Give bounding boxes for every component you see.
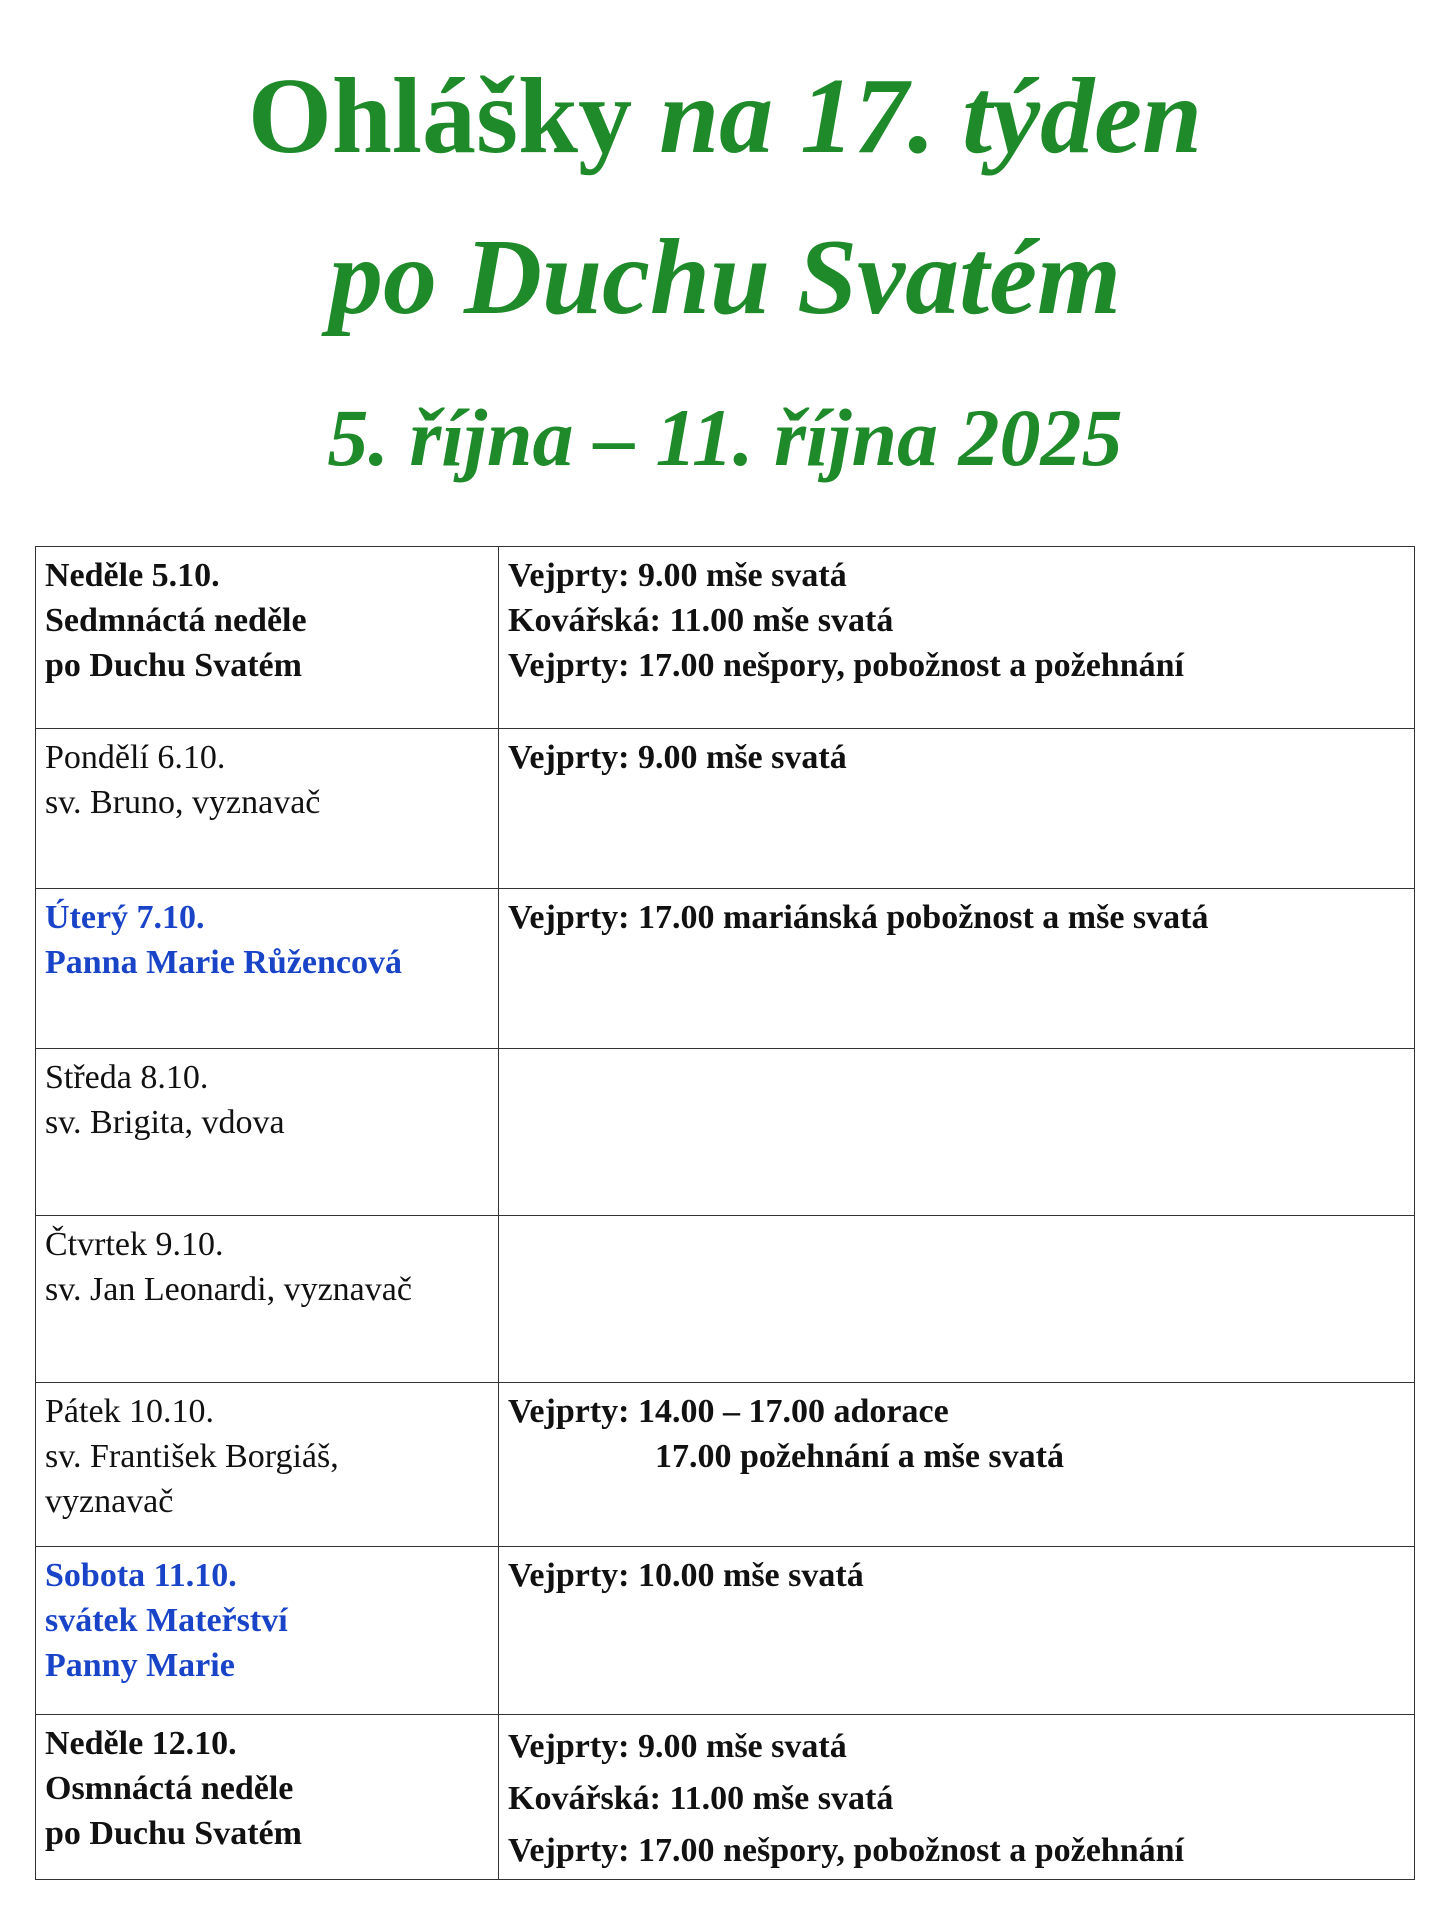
day-cell [36, 1049, 499, 1216]
day-name: svátek Mateřství [45, 1602, 288, 1639]
event: Kovářská: 11.00 mše svatá [508, 602, 894, 639]
table-row [36, 1049, 1415, 1216]
table-row [36, 889, 1415, 1049]
title-part2: na 17. týden [659, 57, 1203, 176]
event: Vejprty: 10.00 mše svatá [508, 1557, 864, 1594]
events-cell [499, 1383, 1415, 1547]
day-date: Neděle 12.10. [45, 1725, 237, 1762]
day-cell [36, 1383, 499, 1547]
day-date: Středa 8.10. [45, 1059, 209, 1096]
day-name: Panny Marie [45, 1647, 235, 1684]
day-date: Neděle 5.10. [45, 557, 220, 594]
date-range: 5. října – 11. října 2025 [327, 392, 1123, 483]
events-cell [499, 547, 1415, 729]
day-name: Sedmnáctá neděle [45, 602, 307, 639]
day-name: po Duchu Svatém [45, 647, 302, 684]
day-cell [36, 729, 499, 889]
title-part1: Ohlášky [247, 57, 633, 176]
day-name: po Duchu Svatém [45, 1815, 302, 1852]
page-title [0, 52, 1450, 182]
day-cell [36, 1715, 499, 1880]
day-name: sv. Brigita, vdova [45, 1104, 285, 1141]
schedule-table [35, 546, 1415, 1880]
event: 17.00 požehnání a mše svatá [655, 1438, 1064, 1475]
table-row [36, 1383, 1415, 1547]
events-cell [499, 1049, 1415, 1216]
day-name: vyznavač [45, 1483, 174, 1520]
day-name: sv. František Borgiáš, [45, 1438, 339, 1475]
day-cell [36, 1216, 499, 1383]
day-cell [36, 547, 499, 729]
events-cell [499, 729, 1415, 889]
day-date: Čtvrtek 9.10. [45, 1226, 224, 1263]
events-cell [499, 1715, 1415, 1880]
event: Vejprty: 17.00 nešpory, pobožnost a požehnání [508, 647, 1184, 684]
day-name: sv. Jan Leonardi, vyznavač [45, 1271, 412, 1308]
table-row [36, 1547, 1415, 1715]
day-name: sv. Bruno, vyznavač [45, 784, 321, 821]
day-cell [36, 889, 499, 1049]
event: Vejprty: 17.00 nešpory, pobožnost a požehnání [508, 1832, 1184, 1869]
events-cell [499, 1216, 1415, 1383]
event: Vejprty: 9.00 mše svatá [508, 557, 847, 594]
table-row [36, 547, 1415, 729]
day-date: Sobota 11.10. [45, 1557, 237, 1594]
table-row [36, 1216, 1415, 1383]
event: Vejprty: 17.00 mariánská pobožnost a mše svatá [508, 899, 1209, 936]
day-date: Úterý 7.10. [45, 899, 205, 936]
day-name: Osmnáctá neděle [45, 1770, 294, 1807]
event: Kovářská: 11.00 mše svatá [508, 1780, 894, 1817]
table-row [36, 1715, 1415, 1880]
day-date: Pondělí 6.10. [45, 739, 226, 776]
event: Vejprty: 14.00 – 17.00 adorace [508, 1393, 949, 1430]
table-row [36, 729, 1415, 889]
day-date: Pátek 10.10. [45, 1393, 215, 1430]
day-name: Panna Marie Růžencová [45, 944, 402, 981]
page-title-line2: po Duchu Svatém [328, 218, 1122, 337]
event: Vejprty: 9.00 mše svatá [508, 1728, 847, 1765]
event: Vejprty: 9.00 mše svatá [508, 739, 847, 776]
events-cell [499, 1547, 1415, 1715]
day-cell [36, 1547, 499, 1715]
events-cell [499, 889, 1415, 1049]
